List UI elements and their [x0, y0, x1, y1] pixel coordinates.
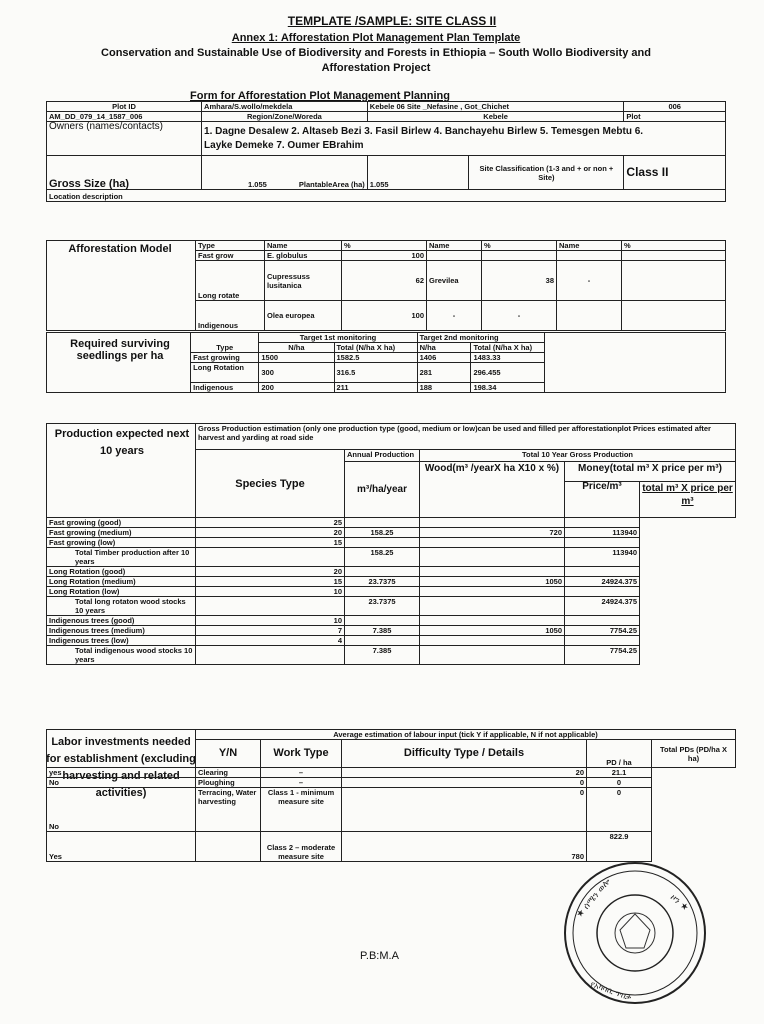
owners-names: 1. Dagne Desalew 2. Altaseb Bezi 3. Fasil Birlew 4. Banchayehu Birlew 5. Temesgen Mebtu 6. Layke Demeke 7. Oumer EBrahim: [202, 122, 726, 156]
col-total-2: Total (N/ha X ha): [471, 343, 545, 353]
table-row: Long rotate Cupressuss lusitanica 62 Grevilea 38 -: [47, 261, 726, 301]
labor-yn: Yes: [47, 832, 196, 862]
prod-price: [420, 548, 565, 567]
col-species: Species Type: [196, 450, 345, 518]
target-2: Target 2nd monitoring: [417, 333, 544, 343]
labor-pd: 20: [342, 768, 587, 778]
production-note: Gross Production estimation (only one production type (good, medium or low)can be used and filled per afforestationplot Prices estimated after harvest and yarding at road side: [196, 424, 736, 450]
plantable-value: 1.055: [367, 156, 469, 190]
labor-yn: No: [47, 788, 196, 832]
prod-m3: [196, 548, 345, 567]
svg-text:★ ሰሜን ወሎ: ★ ሰሜን ወሎ: [574, 876, 614, 920]
prod-m3: 7: [196, 626, 345, 636]
footer-text: P.B:M.A: [360, 950, 399, 962]
col-name: Name: [265, 241, 342, 251]
prod-price: [420, 636, 565, 646]
prod-wood: 23.7375: [345, 597, 420, 616]
prod-total: [565, 636, 640, 646]
col-pct: %: [342, 241, 427, 251]
table-row: [47, 646, 736, 665]
prod-name: Fast growing (medium): [47, 528, 196, 538]
col-name-3: Name: [557, 241, 622, 251]
labor-pd: 780: [342, 832, 587, 862]
table-row: [47, 768, 736, 778]
prod-wood: [345, 616, 420, 626]
prod-m3: 20: [196, 567, 345, 577]
prod-wood: [345, 518, 420, 528]
table-row: [47, 577, 736, 587]
col-total10: Total 10 Year Gross Production: [420, 450, 736, 462]
table-row: [47, 626, 736, 636]
labor-diff: –: [261, 768, 342, 778]
table-row: Indigenous 200 211 188 198.34: [47, 383, 726, 393]
prod-wood: [345, 538, 420, 548]
labor-total: 21.1: [587, 768, 652, 778]
labor-total: 822.9: [587, 832, 652, 862]
prod-total: 24924.375: [565, 577, 640, 587]
owners-label: Owners (names/contacts): [47, 122, 202, 156]
prod-m3: 25: [196, 518, 345, 528]
table-row: [47, 597, 736, 616]
template-title: TEMPLATE /SAMPLE: SITE CLASS II: [287, 14, 497, 28]
form-title: Form for Afforestation Plot Management Planning: [190, 90, 450, 102]
prod-total: 24924.375: [565, 597, 640, 616]
labor-diff: Class 2 – moderate measure site: [261, 832, 342, 862]
labor-yn: No: [47, 778, 196, 788]
prod-m3: [196, 597, 345, 616]
table-row: [47, 567, 736, 577]
labor-work: Ploughing: [196, 778, 261, 788]
table-row: [47, 636, 736, 646]
site-class-label: Site Classification (1-3 and + or non + Site): [469, 156, 624, 190]
prod-m3: 10: [196, 616, 345, 626]
kebele-value: Kebele 06 Site _Nefasine , Got_Chichet: [367, 102, 624, 112]
prod-total: [565, 616, 640, 626]
prod-m3: 15: [196, 538, 345, 548]
prod-total: 113940: [565, 548, 640, 567]
col-nha-2: N/ha: [417, 343, 471, 353]
col-totalm3: total m³ X price per m³: [640, 482, 736, 518]
prod-name: Indigenous trees (low): [47, 636, 196, 646]
col-yn: Y/N: [196, 740, 261, 768]
col-annual: Annual Production: [345, 450, 420, 462]
col-total-pd: Total PDs (PD/ha X ha): [652, 740, 736, 768]
table-row: [47, 528, 736, 538]
table-row: [47, 548, 736, 567]
kebele-label: Kebele: [367, 112, 624, 122]
table-row: Fast growing 1500 1582.5 1406 1483.33: [47, 353, 726, 363]
labor-yn: yes: [47, 768, 196, 778]
prod-name: Fast growing (low): [47, 538, 196, 548]
prod-price: [420, 597, 565, 616]
prod-wood: 7.385: [345, 646, 420, 665]
prod-wood: [345, 587, 420, 597]
prod-price: [420, 518, 565, 528]
prod-name: Long Rotation (medium): [47, 577, 196, 587]
labor-label: Labor investments needed for establishment (excluding harvesting and related activities): [46, 736, 196, 799]
prod-price: 1050: [420, 626, 565, 636]
prod-price: [420, 646, 565, 665]
col-name-2: Name: [427, 241, 482, 251]
location-label: Location description: [47, 190, 726, 202]
col-diff: Difficulty Type / Details: [342, 740, 587, 768]
prod-total: 113940: [565, 528, 640, 538]
prod-name: Fast growing (good): [47, 518, 196, 528]
prod-price: [420, 587, 565, 597]
svg-text:የአካባቢ ጥበቃ: የአካባቢ ጥበቃ: [589, 979, 633, 1003]
prod-price: [420, 538, 565, 548]
gross-size-value: 1.055: [248, 180, 267, 189]
labor-table: [46, 729, 736, 862]
table-row: [47, 616, 736, 626]
col-pct-3: %: [622, 241, 726, 251]
prod-wood: [345, 567, 420, 577]
region-label: Region/Zone/Woreda: [202, 112, 368, 122]
prod-name: Total indigenous wood stocks 10 years: [47, 646, 196, 665]
seedlings-label: Required surviving seedlings per ha: [70, 338, 170, 362]
table-row: [47, 832, 736, 862]
plantable-label: PlantableArea (ha): [298, 180, 365, 189]
prod-name: Long Rotation (low): [47, 587, 196, 597]
labor-total: 0: [587, 778, 652, 788]
plot-id: AM_DD_079_14_1587_006: [47, 112, 202, 122]
prod-total: 7754.25: [565, 646, 640, 665]
afforestation-table: [46, 240, 726, 331]
table-row: Fast grow E. globulus 100: [47, 251, 726, 261]
prod-name: Long Rotation (good): [47, 567, 196, 577]
prod-total: [565, 567, 640, 577]
col-wood: Wood(m³ /yearX ha X10 x %): [420, 462, 565, 518]
prod-wood: 158.25: [345, 528, 420, 538]
col-type: Type: [191, 333, 259, 353]
table-row: [47, 788, 736, 832]
target-1: Target 1st monitoring: [259, 333, 417, 343]
site-class-value: Class II: [624, 156, 726, 190]
official-seal: [560, 858, 710, 1008]
labor-work: Clearing: [196, 768, 261, 778]
prod-m3: 4: [196, 636, 345, 646]
prod-m3: 15: [196, 577, 345, 587]
prod-name: Indigenous trees (medium): [47, 626, 196, 636]
labor-note: Average estimation of labour input (tick Y if applicable, N if not applicable): [196, 730, 736, 740]
col-m3: m³/ha/year: [345, 462, 420, 518]
afforestation-label: Afforestation Model: [68, 243, 172, 255]
prod-total: [565, 538, 640, 548]
region-value: Amhara/S.wollo/mekdela: [202, 102, 368, 112]
table-row: [47, 538, 736, 548]
prod-total: 7754.25: [565, 626, 640, 636]
col-type: Type: [196, 241, 265, 251]
seedlings-table: [46, 332, 726, 393]
prod-wood: 158.25: [345, 548, 420, 567]
plot-number: 006: [624, 102, 726, 112]
labor-total: 0: [587, 788, 652, 832]
col-money: Money(total m³ X price per m³): [565, 462, 736, 482]
prod-price: 720: [420, 528, 565, 538]
plot-info-table: [46, 101, 726, 202]
prod-wood: 7.385: [345, 626, 420, 636]
prod-m3: 10: [196, 587, 345, 597]
plot-id-label: Plot ID: [47, 102, 202, 112]
prod-name: Total Timber production after 10 years: [47, 548, 196, 567]
col-price: Price/m³: [565, 482, 640, 518]
table-row: Long Rotation 300 316.5 281 296.455: [47, 363, 726, 383]
svg-text:ዞን ★: ዞን ★: [668, 892, 691, 914]
table-row: [47, 518, 736, 528]
prod-price: [420, 567, 565, 577]
project-title: Conservation and Sustainable Use of Biodiversity and Forests in Ethiopia – South Wollo Biodiversity and Afforestation Project: [101, 47, 651, 74]
prod-total: [565, 587, 640, 597]
prod-m3: [196, 646, 345, 665]
gross-size-label: Gross Size (ha): [47, 156, 202, 190]
prod-wood: [345, 636, 420, 646]
table-row: Indigenous Olea europea 100 - -: [47, 301, 726, 331]
labor-diff: Class 1 - minimum measure site: [261, 788, 342, 832]
col-pct-2: %: [482, 241, 557, 251]
prod-total: [565, 518, 640, 528]
table-row: [47, 587, 736, 597]
labor-pd: 0: [342, 788, 587, 832]
prod-name: Indigenous trees (good): [47, 616, 196, 626]
annex-title: Annex 1: Afforestation Plot Management Plan Template: [231, 32, 521, 44]
col-pd: PD / ha: [587, 740, 652, 768]
table-row: [47, 778, 736, 788]
prod-m3: 20: [196, 528, 345, 538]
production-table: [46, 423, 736, 665]
production-label: Production expected next 10 years: [54, 428, 190, 457]
labor-work: [196, 832, 261, 862]
col-total: Total (N/ha X ha): [334, 343, 417, 353]
gross-size-area: [202, 156, 368, 190]
prod-price: [420, 616, 565, 626]
labor-diff: –: [261, 778, 342, 788]
prod-wood: 23.7375: [345, 577, 420, 587]
plot-label: Plot: [624, 112, 726, 122]
prod-name: Total long rotaton wood stocks 10 years: [47, 597, 196, 616]
col-nha: N/ha: [259, 343, 334, 353]
labor-work: Terracing, Water harvesting: [196, 788, 261, 832]
col-work: Work Type: [261, 740, 342, 768]
prod-price: 1050: [420, 577, 565, 587]
labor-pd: 0: [342, 778, 587, 788]
